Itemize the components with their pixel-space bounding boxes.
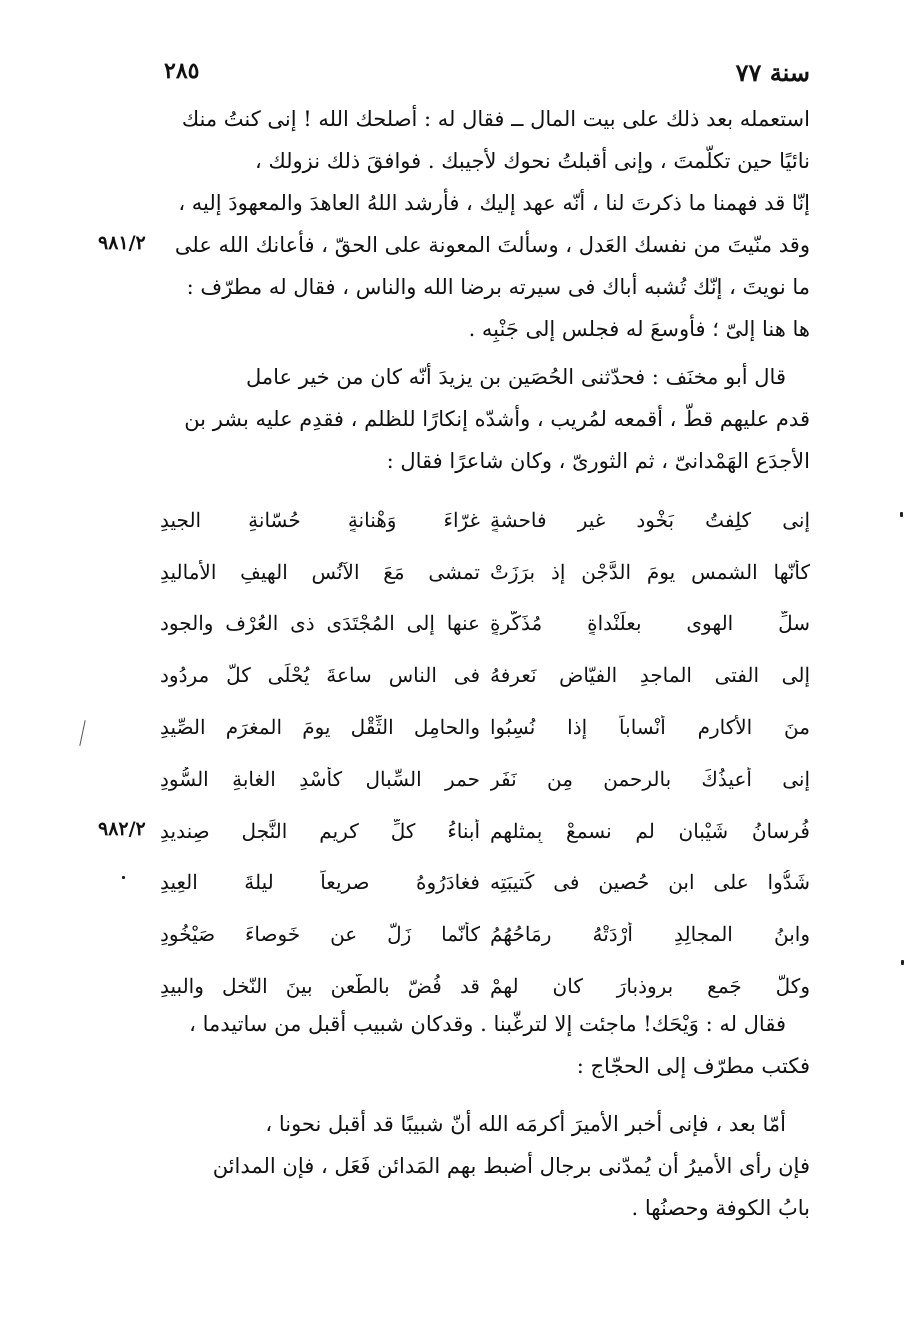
text-line: قال أبو مخنَف : فحدّثنى الحُصَين بن يزيدَ أنّه كان من خير عامل: [245, 365, 786, 389]
hemistich-second: تمشى مَعَ الآنُسِ الهيفِ الأماليدِ: [160, 559, 480, 584]
text-line: أمّا بعد ، فإنى أخبر الأميرَ أكرمَه الله أنّ شبيبًا قد أقبل نحونا ،: [265, 1112, 786, 1136]
hemistich-second: فغادَرُوهُ صريعاً ليلةَ العِيدِ: [160, 870, 480, 895]
poem-verse: [160, 908, 810, 960]
paragraph-4: [160, 1103, 810, 1229]
paragraph-1: [160, 98, 810, 350]
text-line: الأجدَع الهَمْدانىّ ، ثم الثورىّ ، وكان شاعرًا فقال :: [386, 449, 810, 473]
scan-hairline: [79, 720, 85, 746]
hemistich-first: إنى أعيذُكَ بالرحمنِ مِن نَفَرٍ: [490, 766, 810, 791]
hemistich-first: كأنّها الشمس يومَ الدَّجْنِ إذ برَزَتْ: [490, 559, 810, 584]
paragraph-2: [160, 356, 810, 482]
hemistich-second: غرّاءَ وَهْنانةٍ حُسّانةِ الجيدِ: [160, 507, 480, 532]
poem-verse: [160, 701, 810, 753]
text-line: فكتب مطرّف إلى الحجّاج :: [576, 1054, 810, 1078]
scan-speck: [901, 960, 904, 965]
margin-reference-2: ٩٨٢/٢: [98, 818, 146, 840]
poem-verse: [160, 805, 810, 857]
hemistich-first: فُرسانُ شَيْبان لم نسمعْ بِمثلهِم: [490, 818, 810, 843]
text-line: بابُ الكوفة وحصنُها .: [631, 1196, 810, 1220]
poem-verse: [160, 598, 810, 650]
text-line: فقال له : وَيْحَك! ماجئت إلا لترغّبنا . وقدكان شبيب أقبل من ساتيدما ،: [189, 1012, 786, 1036]
hemistich-second: عنها إلى المُجْتَدَى ذى العُرْف والجود: [160, 611, 480, 636]
poem-verse: [160, 857, 810, 909]
text-line: استعمله بعد ذلك على بيت المال ــ فقال له : أصلحك الله ! إنى كنتُ منك: [181, 107, 810, 131]
scan-speck: [122, 876, 125, 879]
text-line: ها هنا إلىّ ؛ فأوسعَ له فجلس إلى جَنْبِه .: [468, 317, 810, 341]
hemistich-first: إلى الفتى الماجدِ الفيّاضِ نَعرفهُ: [490, 663, 810, 688]
hemistich-second: حمر السِّبال كأُسْدِ الغابةِ السُّودِ: [160, 766, 480, 791]
page-number: ٢٨٥: [164, 58, 200, 84]
poem: [160, 494, 810, 1012]
running-header-year: سنة ٧٧: [735, 58, 810, 87]
margin-reference-1: ٩٨١/٢: [98, 232, 146, 254]
text-line: فإن رأى الأميرُ أن يُمدّنى برجال أضبط بهم المَدائن فَعَل ، فإن المدائن: [212, 1154, 810, 1178]
hemistich-first: منَ الأكارم أنْساباً إذا نُسِبُوا: [490, 715, 810, 740]
paragraph-3: [160, 1003, 810, 1087]
hemistich-first: إنى كلِفتُ بَخْود غيرِ فاحشةٍ: [490, 507, 810, 532]
hemistich-second: فى الناس ساعةَ يُحْلَى كلّ مردُود: [160, 663, 480, 688]
hemistich-second: والحامِلِ الثِّقْلِ يومَ المغرَم الصِّيدِ: [160, 715, 480, 740]
hemistich-second: أبناءُ كلِّ كريم النَّجلِ صِنديدِ: [160, 818, 480, 843]
scan-speck: [900, 512, 903, 517]
poem-verse: [160, 649, 810, 701]
hemistich-first: سلِّ الهوى بعلَنْداةٍ مُذَكّرةٍ: [490, 611, 810, 636]
text-line: إنّا قد فهمنا ما ذكرتَ لنا ، أنّه عهد إليك ، فأرشد اللهُ العاهدَ والمعهودَ إليه ،: [178, 191, 810, 215]
hemistich-second: قد فُضّ بالطّعن بينَ النّخلِ والبيدِ: [160, 974, 480, 999]
hemistich-first: وكلُّ جَمعٍ بروذبارَ كان لهمْ: [490, 974, 810, 999]
hemistich-first: وابنُ المجالِدِ أرْدَتْهُ رِمَاحُهُمُ: [490, 922, 810, 947]
text-line: نائيًا حين تكلّمتَ ، وإنى أقبلتُ نحوك لأجيبك . فوافقَ ذلك نزولك ،: [254, 149, 810, 173]
text-line: وقد منّيتَ من نفسك العَدل ، وسألتَ المعونة على الحقّ ، فأعانك الله على: [174, 233, 810, 257]
text-line: قدم عليهم قطّ ، أقمعه لمُريب ، وأشدّه إنكارًا للظلم ، فقدِم عليه بشر بن: [184, 407, 810, 431]
poem-verse: [160, 753, 810, 805]
hemistich-first: شَدُّوا على ابنِ حُصينٍ فى كَتيبَتِه: [490, 870, 810, 895]
poem-verse: [160, 494, 810, 546]
text-line: ما نويتَ ، إنّك تُشبه أباك فى سيرته برضا الله والناس ، فقال له مطرّف :: [186, 275, 810, 299]
hemistich-second: كأنّما زَلّ عن خَوصاءَ صَيْخُودِ: [160, 922, 480, 947]
poem-verse: [160, 546, 810, 598]
